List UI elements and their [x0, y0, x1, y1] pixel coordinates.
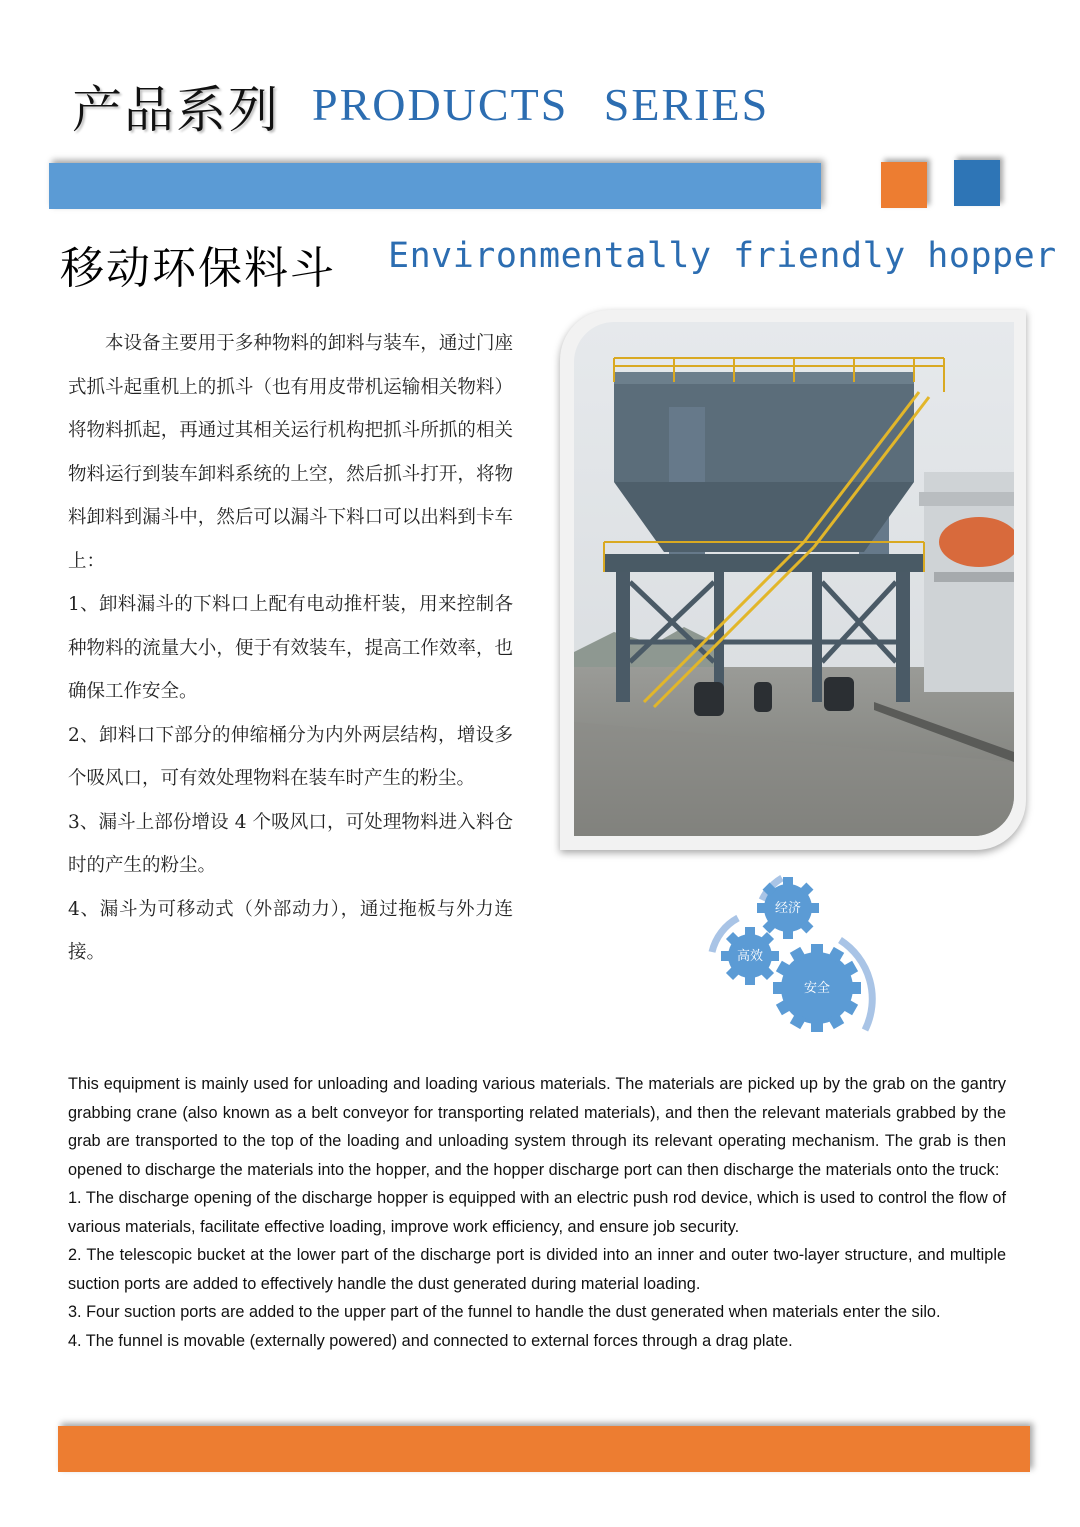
chinese-feature-item: 4、漏斗为可移动式（外部动力），通过拖板与外力连接。 — [68, 898, 513, 963]
product-name-english: Environmentally friendly hopper — [388, 236, 1057, 276]
gear-label-safety: 安全 — [803, 981, 831, 996]
english-feature-item: 4. The funnel is movable (externally powered) and connected to external forces through a drag plate. — [68, 1331, 793, 1350]
english-feature-item: 1. The discharge opening of the discharge hopper is equipped with an electric push rod device, which is used to control the flow of various materials, facilitate effective loading, improve work efficiency, and ensure job security. — [68, 1189, 1006, 1236]
gear-diagram — [700, 870, 880, 1040]
english-feature-item: 3. Four suction ports are added to the upper part of the funnel to handle the dust generated when materials enter the silo. — [68, 1303, 941, 1321]
chinese-feature-item: 1、卸料漏斗的下料口上配有电动推杆装，用来控制各种物料的流量大小，便于有效装车，提高工作效率，也确保工作安全。 — [68, 594, 513, 702]
chinese-intro-paragraph: 本设备主要用于多种物料的卸料与装车，通过门座式抓斗起重机上的抓斗（也有用皮带机运输相关物料）将物料抓起，再通过其相关运行机构把抓斗所抓的相关物料运行到装车卸料系统的上空，然后抓斗打开，将物料卸料到漏斗中，然后可以漏斗下料口可以出料到卡车上： — [68, 333, 513, 572]
hopper-photo — [574, 322, 1014, 836]
english-intro-paragraph: This equipment is mainly used for unloading and loading various materials. The materials are picked up by the grab on the gantry grabbing crane (also known as a belt conveyor for transporting related materials), and then the relevant materials grabbed by the grab are transported to the top of the loading and unloading system through its relevant operating mechanism. The grab is then opened to discharge the materials into the hopper, and the hopper discharge port can then discharge the materials onto the truck: — [68, 1075, 1006, 1179]
blue-square-decoration — [954, 160, 1000, 206]
gear-label-economy: 经济 — [774, 901, 802, 916]
product-name-chinese: 移动环保料斗 — [60, 243, 336, 294]
english-description — [68, 1070, 1006, 1355]
gear-label-efficiency: 高效 — [736, 949, 764, 964]
chinese-description — [68, 322, 513, 975]
english-feature-item: 2. The telescopic bucket at the lower part of the discharge port is divided into an inner and outer two-layer structure, and multiple suction ports are added to effectively handle the dust generated during material loading. — [68, 1246, 1006, 1293]
chinese-feature-item: 3、漏斗上部份增设 4 个吸风口，可处理物料进入料仓时的产生的粉尘。 — [68, 811, 513, 876]
page-title-chinese: 产品系列 — [72, 81, 280, 139]
chinese-feature-item: 2、卸料口下部分的伸缩桶分为内外两层结构，增设多个吸风口，可有效处理物料在装车时产生的粉尘。 — [68, 724, 513, 789]
footer-orange-bar — [58, 1426, 1030, 1472]
orange-square-decoration — [881, 162, 927, 208]
page-title-english: PRODUCTS SERIES — [312, 79, 770, 130]
header-blue-bar — [49, 163, 821, 209]
